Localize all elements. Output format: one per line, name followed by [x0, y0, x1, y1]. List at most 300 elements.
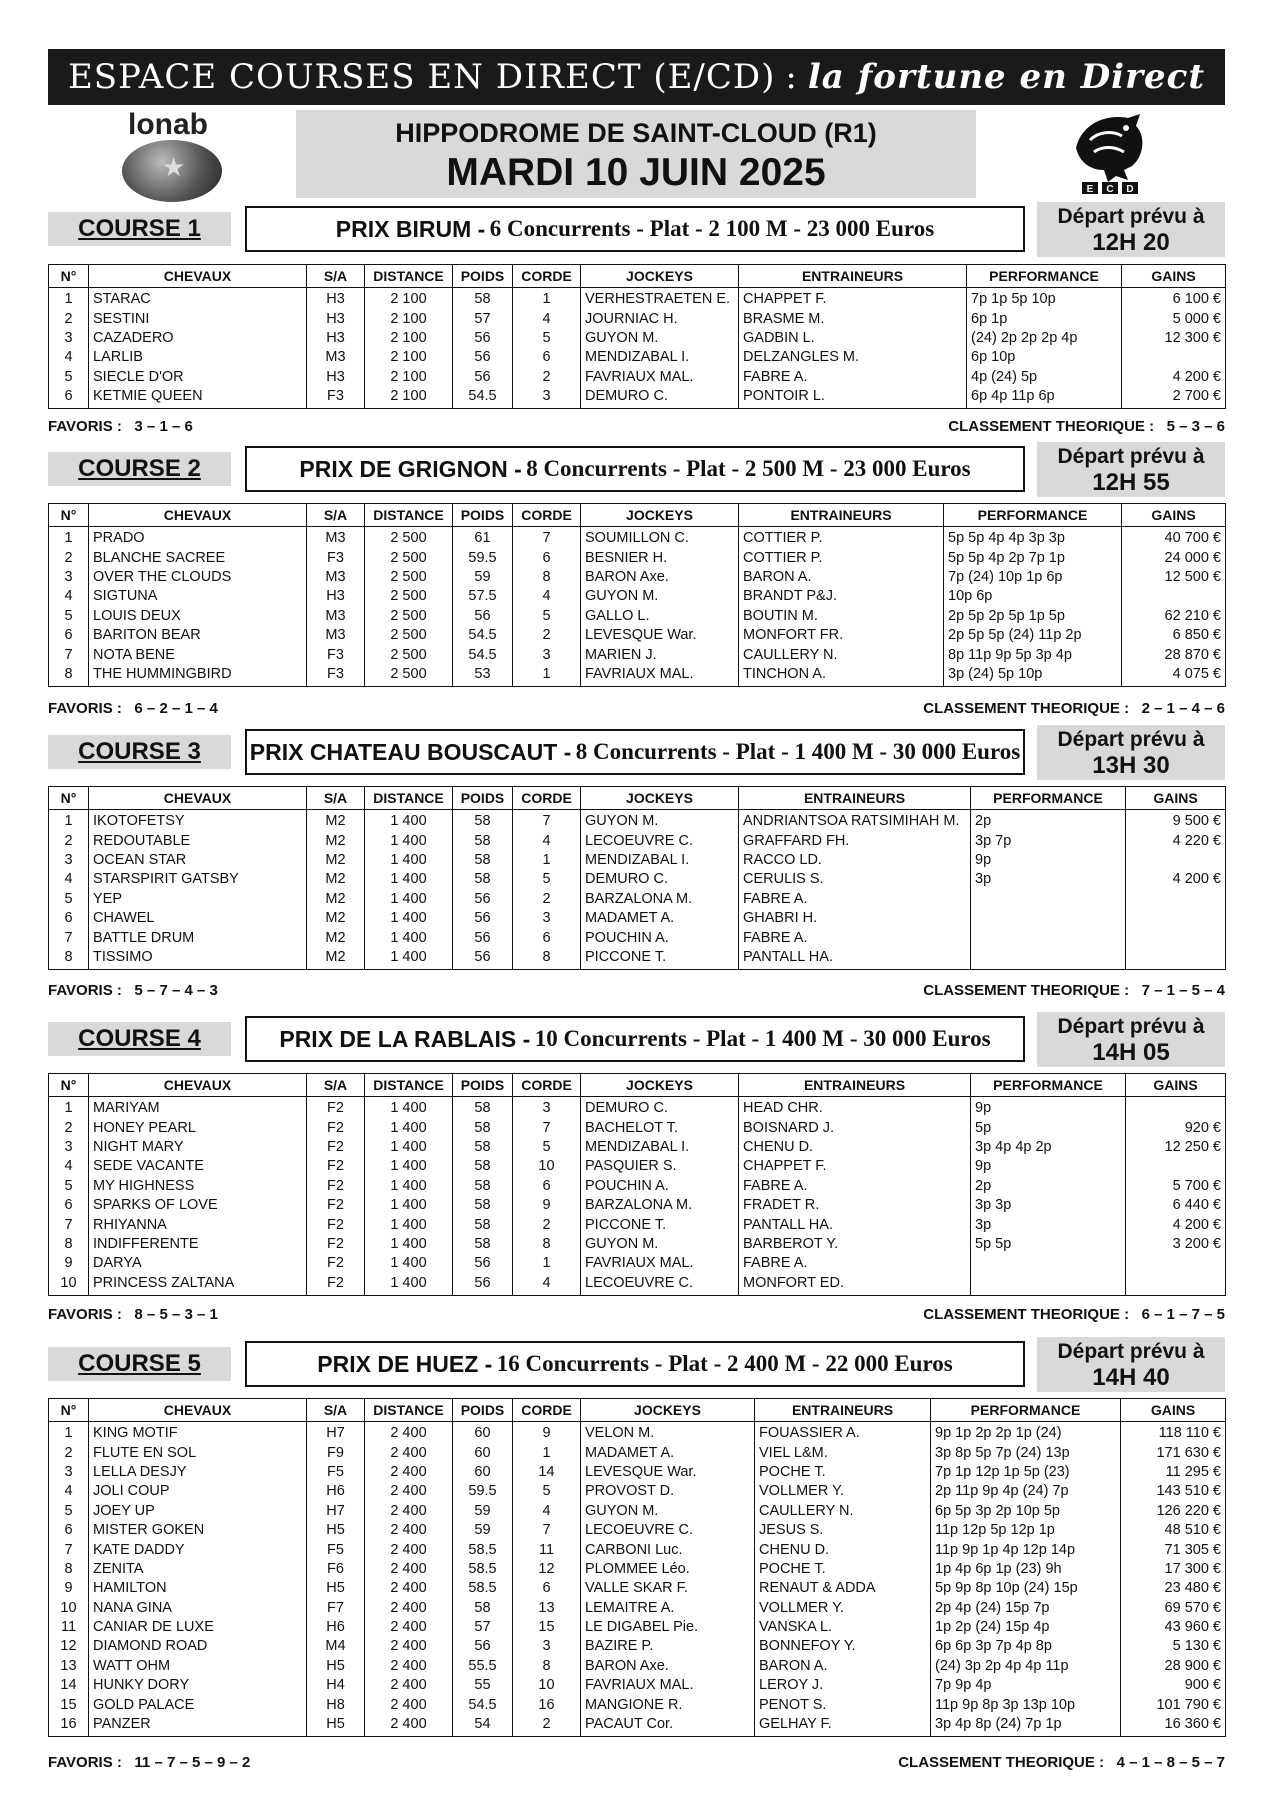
cell-sa: M3: [307, 607, 365, 626]
cell-weight: 54.5: [453, 626, 513, 645]
table-row: [49, 665, 1226, 687]
cell-sa: F5: [307, 1540, 365, 1559]
table-row: [49, 309, 1226, 328]
cell-draw: 2: [513, 368, 581, 387]
cell-num: 2: [49, 548, 89, 567]
cell-draw: 5: [513, 1138, 581, 1157]
course-1-classement-value: 5 – 3 – 6: [1166, 418, 1225, 435]
course-4-prix-details: 10 Concurrents - Plat - 1 400 M - 30 000 Euros: [534, 1026, 991, 1051]
cell-sa: M3: [307, 527, 365, 549]
table-row: [49, 368, 1226, 387]
cell-horse: HUNKY DORY: [89, 1676, 307, 1695]
cell-sa: H3: [307, 368, 365, 387]
cell-trainer: VOLLMER Y.: [755, 1482, 931, 1501]
cell-weight: 58: [453, 1157, 513, 1176]
table-row: [49, 1235, 1226, 1254]
cell-num: 4: [49, 1157, 89, 1176]
classement-label: CLASSEMENT THEORIQUE :: [923, 1306, 1130, 1323]
cell-distance: 2 400: [365, 1521, 453, 1540]
table-row: [49, 1254, 1226, 1273]
course-1-prix-details: 6 Concurrents - Plat - 2 100 M - 23 000 Euros: [489, 216, 935, 241]
favoris-label: FAVORIS :: [48, 1306, 122, 1323]
cell-sa: H5: [307, 1521, 365, 1540]
cell-horse: HAMILTON: [89, 1579, 307, 1598]
cell-num: 8: [49, 1560, 89, 1579]
cell-distance: 2 400: [365, 1502, 453, 1521]
cell-horse: KING MOTIF: [89, 1422, 307, 1444]
course-4-depart-time: 14H 05: [1092, 1039, 1170, 1066]
cell-earnings: 4 075 €: [1122, 665, 1226, 687]
cell-earnings: 17 300 €: [1121, 1560, 1226, 1579]
cell-earnings: 43 960 €: [1121, 1618, 1226, 1637]
cell-distance: 2 400: [365, 1637, 453, 1656]
cell-earnings: 4 200 €: [1122, 368, 1226, 387]
table-row: [49, 387, 1226, 409]
table-row: [49, 1657, 1226, 1676]
cell-jockey: MADAMET A.: [581, 909, 739, 928]
column-header-earnings: GAINS: [1122, 504, 1226, 527]
cell-performance: 9p: [971, 851, 1126, 870]
course-2-label: COURSE 2: [48, 452, 231, 486]
cell-weight: 60: [453, 1422, 513, 1444]
cell-earnings: 4 220 €: [1126, 831, 1226, 850]
cell-trainer: RENAUT & ADDA: [755, 1579, 931, 1598]
banner-separator: :: [785, 57, 798, 97]
cell-draw: 6: [513, 1579, 581, 1598]
cell-horse: MARIYAM: [89, 1097, 307, 1119]
cell-performance: 6p 5p 3p 2p 10p 5p: [931, 1502, 1121, 1521]
cell-jockey: POUCHIN A.: [581, 928, 739, 947]
cell-distance: 1 400: [365, 1177, 453, 1196]
cell-jockey: MADAMET A.: [581, 1443, 755, 1462]
course-5-classement-value: 4 – 1 – 8 – 5 – 7: [1116, 1754, 1225, 1771]
cell-distance: 1 400: [365, 1138, 453, 1157]
cell-draw: 7: [513, 1118, 581, 1137]
cell-earnings: 48 510 €: [1121, 1521, 1226, 1540]
cell-weight: 57: [453, 1618, 513, 1637]
cell-trainer: VANSKA L.: [755, 1618, 931, 1637]
cell-weight: 58: [453, 1118, 513, 1137]
column-header-trainer: ENTRAINEURS: [739, 504, 944, 527]
cell-performance: 5p 9p 8p 10p (24) 15p: [931, 1579, 1121, 1598]
cell-horse: ZENITA: [89, 1560, 307, 1579]
cell-num: 8: [49, 665, 89, 687]
course-4-favoris: [48, 1306, 218, 1323]
cell-earnings: 143 510 €: [1121, 1482, 1226, 1501]
cell-weight: 58: [453, 1177, 513, 1196]
cell-weight: 56: [453, 890, 513, 909]
cell-sa: H4: [307, 1676, 365, 1695]
cell-draw: 7: [513, 810, 581, 832]
cell-num: 7: [49, 928, 89, 947]
cell-weight: 55.5: [453, 1657, 513, 1676]
cell-horse: KATE DADDY: [89, 1540, 307, 1559]
cell-performance: 6p 10p: [967, 348, 1122, 367]
cell-horse: SIGTUNA: [89, 587, 307, 606]
cell-num: 1: [49, 527, 89, 549]
cell-num: 6: [49, 909, 89, 928]
cell-draw: 10: [513, 1676, 581, 1695]
cell-jockey: DEMURO C.: [581, 870, 739, 889]
cell-weight: 58.5: [453, 1560, 513, 1579]
cell-jockey: BARON Axe.: [581, 568, 739, 587]
cell-horse: BLANCHE SACREE: [89, 548, 307, 567]
cell-trainer: FOUASSIER A.: [755, 1422, 931, 1444]
cell-earnings: [1126, 890, 1226, 909]
cell-draw: 4: [513, 309, 581, 328]
cell-performance: 3p 4p 4p 2p: [971, 1138, 1126, 1157]
cell-draw: 1: [513, 288, 581, 310]
table-row: [49, 1118, 1226, 1137]
cell-distance: 2 400: [365, 1715, 453, 1737]
cell-sa: H7: [307, 1422, 365, 1444]
column-header-weight: POIDS: [453, 504, 513, 527]
cell-horse: CAZADERO: [89, 329, 307, 348]
cell-horse: JOEY UP: [89, 1502, 307, 1521]
course-3-label: COURSE 3: [48, 735, 231, 769]
cell-jockey: FAVRIAUX MAL.: [581, 1676, 755, 1695]
course-3-favoris-value: 5 – 7 – 4 – 3: [134, 982, 218, 999]
cell-draw: 14: [513, 1463, 581, 1482]
course-5-favoris: [48, 1754, 250, 1771]
course-2-favoris-value: 6 – 2 – 1 – 4: [134, 700, 218, 717]
column-header-performance: PERFORMANCE: [931, 1399, 1121, 1422]
classement-label: CLASSEMENT THEORIQUE :: [923, 982, 1130, 999]
cell-performance: 11p 12p 5p 12p 1p: [931, 1521, 1121, 1540]
cell-performance: [971, 1274, 1126, 1296]
cell-weight: 59.5: [453, 1482, 513, 1501]
column-header-weight: POIDS: [453, 265, 513, 288]
ecd-letter-d: D: [1126, 184, 1134, 194]
course-2-table: [48, 503, 1226, 687]
cell-trainer: PONTOIR L.: [739, 387, 967, 409]
cell-horse: NIGHT MARY: [89, 1138, 307, 1157]
cell-earnings: 4 200 €: [1126, 1215, 1226, 1234]
cell-weight: 56: [453, 1254, 513, 1273]
cell-draw: 1: [513, 1443, 581, 1462]
column-header-weight: POIDS: [453, 787, 513, 810]
cell-weight: 58: [453, 810, 513, 832]
course-2-depart-time: 12H 55: [1092, 469, 1170, 496]
cell-performance: 2p: [971, 810, 1126, 832]
cell-sa: M2: [307, 948, 365, 970]
cell-horse: SESTINI: [89, 309, 307, 328]
cell-performance: [971, 909, 1126, 928]
cell-distance: 1 400: [365, 890, 453, 909]
cell-trainer: FABRE A.: [739, 928, 971, 947]
cell-num: 3: [49, 1463, 89, 1482]
cell-num: 5: [49, 1502, 89, 1521]
cell-distance: 1 400: [365, 1157, 453, 1176]
cell-trainer: GELHAY F.: [755, 1715, 931, 1737]
table-row: [49, 587, 1226, 606]
cell-weight: 54.5: [453, 645, 513, 664]
cell-trainer: CERULIS S.: [739, 870, 971, 889]
cell-jockey: MENDIZABAL I.: [581, 851, 739, 870]
cell-sa: M2: [307, 928, 365, 947]
table-row: [49, 329, 1226, 348]
column-header-num: N°: [49, 1399, 89, 1422]
course-3-prix-name: PRIX CHATEAU BOUSCAUT -: [249, 738, 572, 765]
cell-sa: F2: [307, 1235, 365, 1254]
cell-performance: 5p: [971, 1118, 1126, 1137]
cell-distance: 1 400: [365, 1118, 453, 1137]
cell-draw: 4: [513, 831, 581, 850]
cell-draw: 12: [513, 1560, 581, 1579]
cell-sa: H5: [307, 1715, 365, 1737]
cell-num: 4: [49, 1482, 89, 1501]
cell-jockey: POUCHIN A.: [581, 1177, 739, 1196]
cell-distance: 2 500: [365, 587, 453, 606]
course-4-classement-value: 6 – 1 – 7 – 5: [1141, 1306, 1225, 1323]
cell-earnings: 40 700 €: [1122, 527, 1226, 549]
cell-horse: OVER THE CLOUDS: [89, 568, 307, 587]
classement-label: CLASSEMENT THEORIQUE :: [948, 418, 1155, 435]
column-header-earnings: GAINS: [1122, 265, 1226, 288]
cell-sa: F3: [307, 665, 365, 687]
cell-jockey: VERHESTRAETEN E.: [581, 288, 739, 310]
cell-num: 3: [49, 1138, 89, 1157]
cell-performance: 2p: [971, 1177, 1126, 1196]
cell-jockey: MARIEN J.: [581, 645, 739, 664]
cell-earnings: 2 700 €: [1122, 387, 1226, 409]
column-header-jockey: JOCKEYS: [581, 1074, 739, 1097]
cell-performance: [971, 928, 1126, 947]
cell-performance: 3p 7p: [971, 831, 1126, 850]
column-header-draw: CORDE: [513, 265, 581, 288]
cell-performance: 3p: [971, 870, 1126, 889]
cell-earnings: 9 500 €: [1126, 810, 1226, 832]
ecd-letter-c: C: [1106, 184, 1114, 194]
cell-sa: M4: [307, 1637, 365, 1656]
cell-earnings: 69 570 €: [1121, 1599, 1226, 1618]
cell-performance: 7p 1p 5p 10p: [967, 288, 1122, 310]
cell-draw: 4: [513, 1274, 581, 1296]
course-2-depart-box: [1037, 442, 1225, 497]
cell-num: 9: [49, 1254, 89, 1273]
cell-earnings: 11 295 €: [1121, 1463, 1226, 1482]
cell-earnings: 28 870 €: [1122, 645, 1226, 664]
cell-horse: LELLA DESJY: [89, 1463, 307, 1482]
cell-sa: M3: [307, 626, 365, 645]
cell-weight: 56: [453, 909, 513, 928]
table-row: [49, 851, 1226, 870]
cell-distance: 2 400: [365, 1463, 453, 1482]
cell-performance: 2p 5p 5p (24) 11p 2p: [944, 626, 1122, 645]
cell-weight: 57: [453, 309, 513, 328]
cell-draw: 8: [513, 1235, 581, 1254]
course-5-label: COURSE 5: [48, 1347, 231, 1381]
cell-earnings: [1126, 909, 1226, 928]
cell-earnings: 118 110 €: [1121, 1422, 1226, 1444]
cell-weight: 58: [453, 870, 513, 889]
course-4-classement: [923, 1306, 1225, 1323]
cell-sa: H3: [307, 329, 365, 348]
cell-distance: 1 400: [365, 1196, 453, 1215]
cell-earnings: 12 300 €: [1122, 329, 1226, 348]
cell-earnings: [1126, 1254, 1226, 1273]
course-4-depart-label: Départ prévu à: [1057, 1015, 1205, 1038]
course-5-favoris-value: 11 – 7 – 5 – 9 – 2: [134, 1754, 251, 1771]
cell-draw: 8: [513, 948, 581, 970]
cell-earnings: 28 900 €: [1121, 1657, 1226, 1676]
cell-trainer: RACCO LD.: [739, 851, 971, 870]
cell-sa: M2: [307, 831, 365, 850]
cell-jockey: PASQUIER S.: [581, 1157, 739, 1176]
cell-weight: 60: [453, 1463, 513, 1482]
cell-earnings: 23 480 €: [1121, 1579, 1226, 1598]
cell-weight: 56: [453, 348, 513, 367]
cell-horse: REDOUTABLE: [89, 831, 307, 850]
cell-performance: 10p 6p: [944, 587, 1122, 606]
course-3-favoris: [48, 982, 218, 999]
cell-num: 4: [49, 587, 89, 606]
cell-num: 2: [49, 309, 89, 328]
cell-draw: 3: [513, 909, 581, 928]
table-header-row: [49, 787, 1226, 810]
cell-draw: 2: [513, 890, 581, 909]
course-3-prix-box: [245, 729, 1025, 775]
cell-trainer: FABRE A.: [739, 1177, 971, 1196]
cell-trainer: LEROY J.: [755, 1676, 931, 1695]
course-4-favoris-value: 8 – 5 – 3 – 1: [134, 1306, 218, 1323]
cell-horse: INDIFFERENTE: [89, 1235, 307, 1254]
cell-earnings: [1122, 348, 1226, 367]
cell-sa: F2: [307, 1097, 365, 1119]
cell-sa: F3: [307, 387, 365, 409]
cell-num: 12: [49, 1637, 89, 1656]
cell-horse: PRADO: [89, 527, 307, 549]
cell-weight: 58: [453, 1138, 513, 1157]
cell-num: 2: [49, 1443, 89, 1462]
course-4-prix-box: [245, 1016, 1025, 1062]
cell-horse: PANZER: [89, 1715, 307, 1737]
course-5-prix-details: 16 Concurrents - Plat - 2 400 M - 22 000 Euros: [496, 1351, 953, 1376]
cell-distance: 2 500: [365, 568, 453, 587]
column-header-sa: S/A: [307, 1399, 365, 1422]
column-header-distance: DISTANCE: [365, 1074, 453, 1097]
course-3-depart-label: Départ prévu à: [1057, 728, 1205, 751]
course-3-depart-box: [1037, 725, 1225, 780]
cell-weight: 60: [453, 1443, 513, 1462]
column-header-weight: POIDS: [453, 1074, 513, 1097]
column-header-earnings: GAINS: [1126, 1074, 1226, 1097]
cell-performance: 3p (24) 5p 10p: [944, 665, 1122, 687]
course-4-prix-name: PRIX DE LA RABLAIS -: [279, 1025, 531, 1052]
cell-num: 13: [49, 1657, 89, 1676]
cell-trainer: GHABRI H.: [739, 909, 971, 928]
cell-earnings: 101 790 €: [1121, 1695, 1226, 1714]
cell-distance: 1 400: [365, 948, 453, 970]
cell-performance: 4p (24) 5p: [967, 368, 1122, 387]
column-header-performance: PERFORMANCE: [967, 265, 1122, 288]
lonab-logo-text: lonab: [128, 108, 208, 141]
course-4-depart-box: [1037, 1012, 1225, 1067]
cell-horse: FLUTE EN SOL: [89, 1443, 307, 1462]
cell-weight: 55: [453, 1676, 513, 1695]
table-header-row: [49, 1074, 1226, 1097]
table-row: [49, 548, 1226, 567]
column-header-horse: CHEVAUX: [89, 265, 307, 288]
cell-draw: 2: [513, 1215, 581, 1234]
header-box: [296, 110, 976, 198]
cell-horse: YEP: [89, 890, 307, 909]
cell-weight: 58: [453, 851, 513, 870]
cell-performance: 7p 1p 12p 1p 5p (23): [931, 1463, 1121, 1482]
cell-jockey: LECOEUVRE C.: [581, 1521, 755, 1540]
cell-horse: PRINCESS ZALTANA: [89, 1274, 307, 1296]
column-header-num: N°: [49, 265, 89, 288]
cell-jockey: LECOEUVRE C.: [581, 831, 739, 850]
cell-jockey: PICCONE T.: [581, 1215, 739, 1234]
course-2-depart-label: Départ prévu à: [1057, 445, 1205, 468]
table-row: [49, 1157, 1226, 1176]
table-row: [49, 1177, 1226, 1196]
cell-draw: 8: [513, 568, 581, 587]
cell-trainer: TINCHON A.: [739, 665, 944, 687]
cell-weight: 56: [453, 928, 513, 947]
cell-num: 1: [49, 1422, 89, 1444]
favoris-label: FAVORIS :: [48, 418, 122, 435]
cell-trainer: PENOT S.: [755, 1695, 931, 1714]
cell-distance: 2 400: [365, 1695, 453, 1714]
cell-earnings: 5 700 €: [1126, 1177, 1226, 1196]
cell-distance: 1 400: [365, 1235, 453, 1254]
table-row: [49, 1676, 1226, 1695]
cell-draw: 2: [513, 1715, 581, 1737]
cell-distance: 1 400: [365, 1215, 453, 1234]
cell-jockey: GUYON M.: [581, 1502, 755, 1521]
cell-distance: 2 400: [365, 1676, 453, 1695]
table-row: [49, 890, 1226, 909]
cell-draw: 7: [513, 527, 581, 549]
cell-draw: 11: [513, 1540, 581, 1559]
table-row: [49, 1560, 1226, 1579]
column-header-draw: CORDE: [513, 787, 581, 810]
cell-num: 4: [49, 348, 89, 367]
cell-jockey: LECOEUVRE C.: [581, 1274, 739, 1296]
cell-performance: 2p 5p 2p 5p 1p 5p: [944, 607, 1122, 626]
table-row: [49, 1540, 1226, 1559]
cell-sa: M3: [307, 348, 365, 367]
cell-distance: 2 100: [365, 368, 453, 387]
course-2-favoris: [48, 700, 218, 717]
course-1-favoris-value: 3 – 1 – 6: [134, 418, 193, 435]
cell-performance: 8p 11p 9p 5p 3p 4p: [944, 645, 1122, 664]
cell-num: 1: [49, 288, 89, 310]
table-row: [49, 527, 1226, 549]
table-row: [49, 1715, 1226, 1737]
cell-weight: 53: [453, 665, 513, 687]
column-header-performance: PERFORMANCE: [971, 1074, 1126, 1097]
course-5-prix-box: [245, 1341, 1025, 1387]
cell-draw: 6: [513, 548, 581, 567]
cell-performance: 6p 6p 3p 7p 4p 8p: [931, 1637, 1121, 1656]
cell-num: 6: [49, 626, 89, 645]
cell-jockey: DEMURO C.: [581, 1097, 739, 1119]
cell-weight: 54: [453, 1715, 513, 1737]
cell-jockey: BAZIRE P.: [581, 1637, 755, 1656]
course-3-table: [48, 786, 1226, 970]
course-3-depart-time: 13H 30: [1092, 752, 1170, 779]
cell-jockey: JOURNIAC H.: [581, 309, 739, 328]
cell-sa: H5: [307, 1657, 365, 1676]
cell-draw: 4: [513, 587, 581, 606]
cell-weight: 59: [453, 1521, 513, 1540]
course-5-table: [48, 1398, 1226, 1737]
cell-sa: F2: [307, 1177, 365, 1196]
table-row: [49, 348, 1226, 367]
